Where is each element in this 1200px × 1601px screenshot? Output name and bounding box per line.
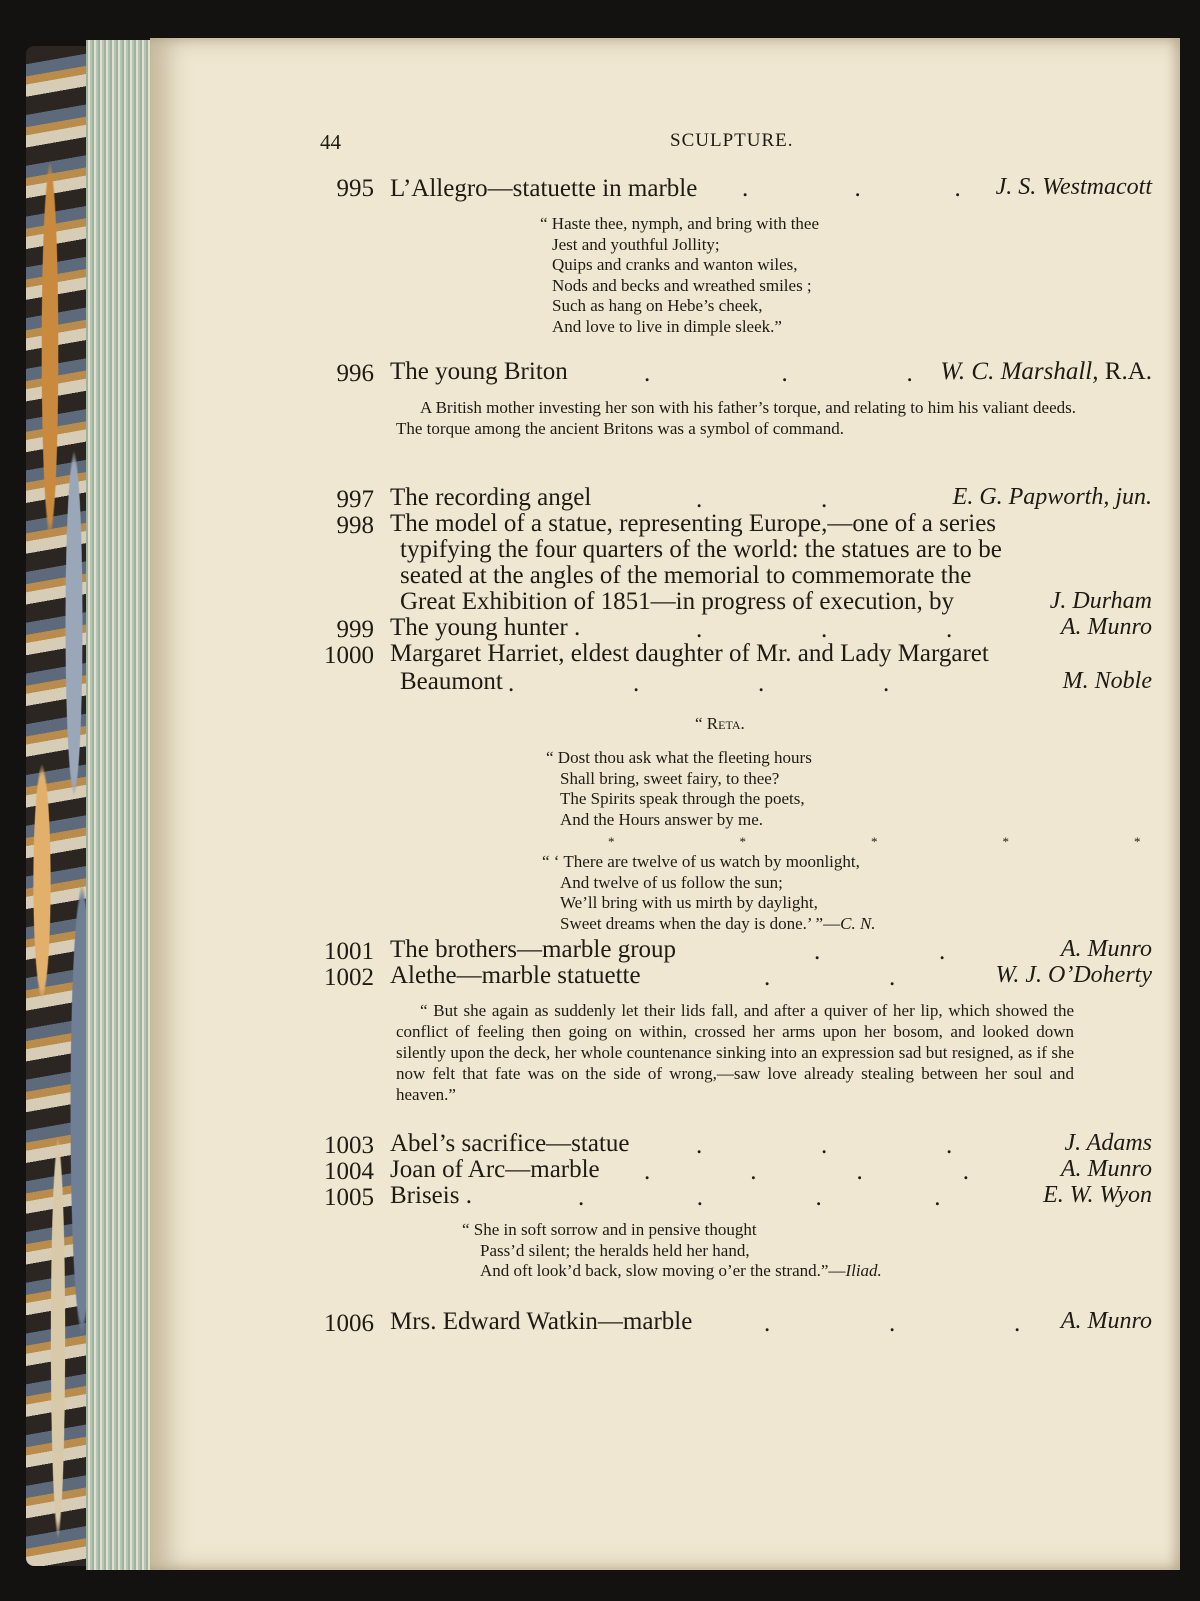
quote-line: Quips and cranks and wanton wiles, (552, 255, 798, 274)
entry-artist-1003: J. Adams (1064, 1130, 1152, 1156)
entry-title-1001: The brothers—marble group (390, 936, 677, 963)
entry-title-995: L’Allegro—statuette in marble (390, 175, 698, 202)
entry-line: Beaumont (400, 668, 503, 695)
entry-line: seated at the angles of the memorial to commemorate the (400, 562, 972, 589)
leader-dots: . . (696, 486, 828, 513)
leader-dots: . . . (644, 360, 913, 387)
entry-number-1004: 1004 (324, 1158, 374, 1185)
entry-title-1002: Alethe—marble statuette (390, 962, 641, 989)
entry-number-1006: 1006 (324, 1310, 374, 1337)
entry-title-997: The recording angel (390, 484, 592, 511)
entry-title-996: The young Briton (390, 358, 568, 385)
entry-artist-1005: E. W. Wyon (1043, 1182, 1152, 1208)
entry-artist-999: A. Munro (1060, 614, 1152, 640)
artist-suffix: R.A. (1104, 358, 1152, 385)
entry-artist-998: J. Durham (1049, 588, 1152, 614)
entry-number-1000: 1000 (324, 642, 374, 669)
quote-line: “ ‘ There are twelve of us watch by moonlight, (542, 852, 860, 871)
entry-line: The model of a statue, representing Europe,—one of a series (390, 510, 997, 537)
entry-number-996: 996 (336, 360, 374, 387)
leader-dots: . . (814, 938, 946, 965)
entry-number-1003: 1003 (324, 1132, 374, 1159)
artist-name: W. C. Marshall, (940, 358, 1099, 385)
quote-line: We’ll bring with us mirth by daylight, (560, 893, 818, 912)
entry-artist-1001: A. Munro (1060, 936, 1152, 962)
quote-line: The Spirits speak through the poets, (560, 789, 805, 808)
entry-artist-1002: W. J. O’Doherty (995, 962, 1152, 988)
entry-title-1003: Abel’s sacrifice—statue (390, 1130, 630, 1157)
quote-line: And love to live in dimple sleek.” (552, 316, 782, 336)
entry-artist-995: J. S. Westmacott (995, 174, 1152, 200)
leader-dots: . . . (742, 175, 961, 202)
entry-title-1006: Mrs. Edward Watkin—marble (390, 1308, 693, 1335)
running-title: SCULPTURE. (670, 130, 794, 151)
quote-line-with-signature (542, 914, 876, 935)
quote-title-reta: “ Reta. (695, 714, 745, 733)
entry-artist-997: E. G. Papworth, jun. (952, 484, 1152, 510)
entry-number-1001: 1001 (324, 938, 374, 965)
quote-reta-stanza-2 (542, 852, 876, 934)
entry-number-1005: 1005 (324, 1184, 374, 1211)
entry-number-998: 998 (336, 512, 374, 539)
entry-artist-1006: A. Munro (1060, 1308, 1152, 1334)
quote-line: And the Hours answer by me. (560, 809, 764, 829)
entry-title-1004: Joan of Arc—marble (390, 1156, 600, 1183)
quote-briseis (462, 1220, 882, 1282)
quote-line: Jest and youthful Jollity; (552, 234, 720, 254)
section-stars: * * * * * (608, 834, 1141, 849)
entry-line: Great Exhibition of 1851—in progress of execution, by (400, 588, 955, 615)
quote-line: “ She in soft sorrow and in pensive thought (462, 1220, 757, 1239)
entry-line: Margaret Harriet, eldest daughter of Mr. and Lady Margaret (390, 640, 989, 667)
leader-dots: . . . . (644, 1158, 969, 1185)
leader-dots: . . . (696, 616, 953, 643)
leader-dots: . . . . (578, 1184, 941, 1211)
leader-dots: . . (764, 964, 896, 991)
quote-allegro (540, 214, 819, 337)
page-edges (86, 40, 152, 1570)
entry-artist-1000: M. Noble (1062, 668, 1152, 694)
book-page (150, 38, 1180, 1570)
quote-line: Pass’d silent; the heralds held her hand, (480, 1240, 750, 1260)
page-number: 44 (320, 130, 341, 154)
quote-line-with-source (462, 1261, 882, 1282)
entry-number-999: 999 (336, 616, 374, 643)
entry-title-999: The young hunter . (390, 614, 581, 641)
entry-artist-996 (940, 358, 1152, 386)
quote-line: Such as hang on Hebe’s cheek, (552, 296, 763, 315)
quote-line: And oft look’d back, slow moving o’er the strand.”— (480, 1261, 846, 1280)
entry-artist-1004: A. Munro (1060, 1156, 1152, 1182)
entry-number-997: 997 (336, 486, 374, 513)
entry-line: typifying the four quarters of the world: the statues are to be (400, 536, 1002, 563)
quote-line: “ Haste thee, nymph, and bring with thee (540, 214, 820, 233)
quote-line: Nods and becks and wreathed smiles ; (552, 275, 812, 295)
entry-number-995: 995 (336, 175, 374, 202)
signature: C. N. (840, 913, 876, 933)
quote-line: Sweet dreams when the day is done.’ ”— (560, 913, 841, 933)
leader-dots: . . . (764, 1310, 1021, 1337)
leader-dots: . . . . (508, 670, 890, 697)
quote-line: Shall bring, sweet fairy, to thee? (560, 768, 780, 788)
quote-reta-stanza-1 (546, 748, 812, 830)
leader-dots: . . . (696, 1132, 953, 1159)
description-briton: A British mother investing her son with his father’s torque, and relating to him his valiant deeds. The torque among the ancient Britons was a symbol of command. (396, 398, 1076, 438)
quote-line: “ Dost thou ask what the fleeting hours (546, 748, 812, 767)
quote-source: Iliad. (845, 1261, 882, 1280)
entry-title-1005: Briseis . (390, 1182, 472, 1209)
quote-line: And twelve of us follow the sun; (560, 872, 783, 892)
entry-number-1002: 1002 (324, 964, 374, 991)
quote-alethe: “ But she again as suddenly let their lids fall, and after a quiver of her lip, which showed the conflict of feeling then going on within, crossed her arms upon her bosom, and looked down silently upon the deck, her whole countenance sinking into an expression sad but resigned, as if she now felt that fate was on the side of wrong,—saw love already stealing between her soul and heaven.” (396, 1001, 1074, 1104)
